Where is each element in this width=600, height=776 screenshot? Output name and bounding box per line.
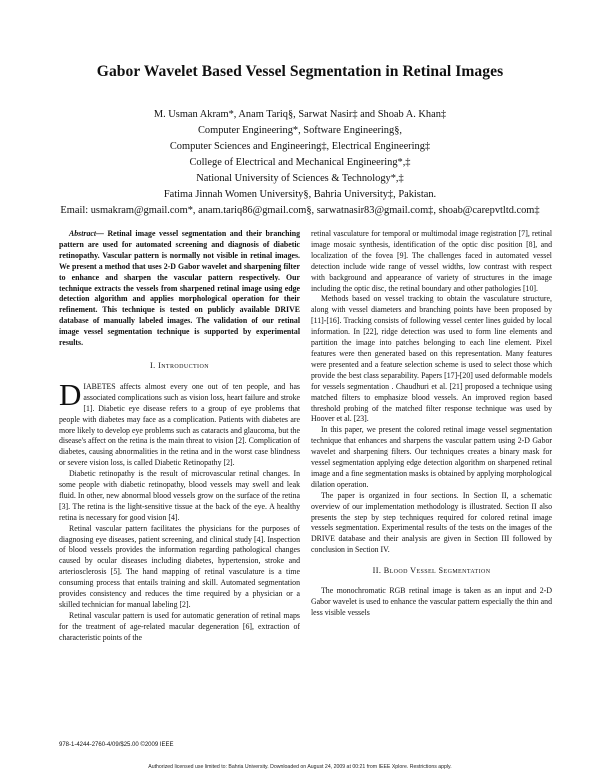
- author-names: M. Usman Akram*, Anam Tariq§, Sarwat Nasir‡ and Shoab A. Khan‡: [153, 109, 447, 120]
- intro-text: affects almost every one out of ten people, and has associated complications such as vision loss, heart failure and stroke [1]. Diabetic eye disease refers to a group of eye problems that people with diabetes may face as a complication. Patients with diabetes are more likely to develop eye problems such as cataracts and glaucoma, but the disease's affect on the retina is the main threat to vision [2]. Complication of diabetes, causing abnormalities in the retina and in the worst case blindness or severe vision loss, is called Diabetic Retinopathy [2].: [59, 381, 300, 468]
- body-paragraph: retinal vasculature for temporal or multimodal image registration [7], retinal image mosaic synthesis, identification of the optic disc position [8], and localization of the fovea [9]. The challenges faced in automated vessel detection include wide range of vessel widths, low contrast with respect with background and appearance of variety of structures in the image including the optic disc, the retinal boundary and other pathologies [10].: [311, 229, 552, 293]
- body-paragraph: The monochromatic RGB retinal image is taken as an input and 2-D Gabor wavelet is used to enhance the vascular pattern especially the thin and less visible vessels: [311, 586, 552, 617]
- license-notice: Authorized licensed use limited to: Bahria University. Downloaded on August 24, 2009 at 00:21 from IEEE Xplore. Restrictions apply.: [148, 764, 452, 770]
- affiliation-line: Computer Engineering*, Software Engineering§,: [197, 125, 402, 136]
- copyright-notice: 978-1-4244-2760-4/09/$25.00 ©2009 IEEE: [59, 742, 174, 748]
- abstract-text: — Retinal image vessel segmentation and their branching pattern are used for automated screening and diagnosis of diabetic retinopathy. Vascular pattern is normally not visible in retinal images. We present a method that uses 2-D Gabor wavelet and sharpening filter to enhance and sharpen the vascular pattern respectively. Our technique extracts the vessels from sharpened retinal image using edge detection algorithm and applies morphological operation for their refinement. This technique is tested on publicly available DRIVE database of manually labeled images. The validation of our retinal image vessel segmentation technique is supported by experimental results.: [59, 229, 300, 348]
- affiliation-line: Computer Sciences and Engineering‡, Electrical Engineering‡: [169, 141, 431, 152]
- abstract: [59, 229, 300, 349]
- section-heading-blood-vessel-segmentation: II. Blood Vessel Segmentation: [372, 566, 491, 576]
- paper-title: Gabor Wavelet Based Vessel Segmentation in Retinal Images: [96, 63, 504, 80]
- right-column: [311, 229, 552, 619]
- body-paragraph: Retinal vascular pattern facilitates the physicians for the purposes of diagnosing eye diseases, patient screening, and clinical study [4]. Inspection of blood vessels provides the information regarding pathological changes caused by ocular diseases including diabetes, hypertension, stroke and arteriosclerosis [5]. The hand mapping of retinal vasculature is a time consuming process that entails training and skill. Automated segmentation provides consistency and reduces the time required by a physician or a skilled technician for manual labeling [2].: [59, 523, 300, 609]
- author-block: [0, 107, 600, 219]
- abstract-label: Abstract: [69, 229, 97, 238]
- drop-cap: D: [59, 376, 82, 412]
- body-paragraph: The paper is organized in four sections. In Section II, a schematic overview of our implementation methodology is illustrated. Section II also presents the step by step techniques required for colored retinal image vessels segmentation. Experimental results of the tests on the images of the DRIVE database and their analysis are given in Section III followed by conclusion in Section IV.: [311, 490, 552, 555]
- affiliation-line: College of Electrical and Mechanical Engineering*,‡: [189, 157, 411, 168]
- first-word: IABETES: [83, 381, 116, 391]
- author-emails: Email: usmakram@gmail.com*, anam.tariq86@gmail.com§, sarwatnasir83@gmail.com‡, shoab@carepvtltd.com‡: [60, 205, 540, 216]
- affiliation-line: Fatima Jinnah Women University§, Bahria University‡, Pakistan.: [163, 189, 437, 200]
- body-paragraph: Diabetic retinopathy is the result of microvascular retinal changes. In some people with diabetic retinopathy, blood vessels may swell and leak fluid. In other, new abnormal blood vessels grow on the surface of the retina [3]. The retina is the light-sensitive tissue at the back of the eye. A healthy retina is necessary for good vision [4].: [59, 469, 300, 522]
- intro-paragraph: [59, 376, 300, 469]
- body-paragraph: In this paper, we present the colored retinal image vessel segmentation technique that enhances and sharpens the vascular pattern using 2-D Gabor wavelet and sharpening filters. Our techniques creates a binary mask for vessel segmentation applying edge detection algorithm on sharpened retinal image and a fine segmentation masks is obtained by applying morphological dilation operation.: [311, 425, 552, 489]
- body-paragraph: Methods based on vessel tracking to obtain the vasculature structure, along with vessel diameters and branching points have been proposed by [11]-[16]. Tracking consists of following vessel center lines guided by local information. In [22], ridge detection was used to form line elements and partition the image into patches belonging to each line element. Pixel features were then generated based on this representation. Many features were presented and a feature selection scheme is used to select those which provide the best class separability. Papers [17]-[20] used deformable models for vessels segmentation . Chaudhuri et al. [21] proposed a technique using matched filters to emphasize blood vessels. An improved region based threshold probing of the matched filter response technique was used by Hoover et al. [23].: [311, 294, 552, 424]
- affiliation-line: National University of Sciences & Technology*,‡: [196, 173, 404, 184]
- body-paragraph: Retinal vascular pattern is used for automatic generation of retinal maps for the treatment of age-related macular degeneration [6], extraction of characteristic points of the: [59, 610, 300, 642]
- left-column: [59, 229, 300, 644]
- section-heading-introduction: I. Introduction: [150, 360, 209, 370]
